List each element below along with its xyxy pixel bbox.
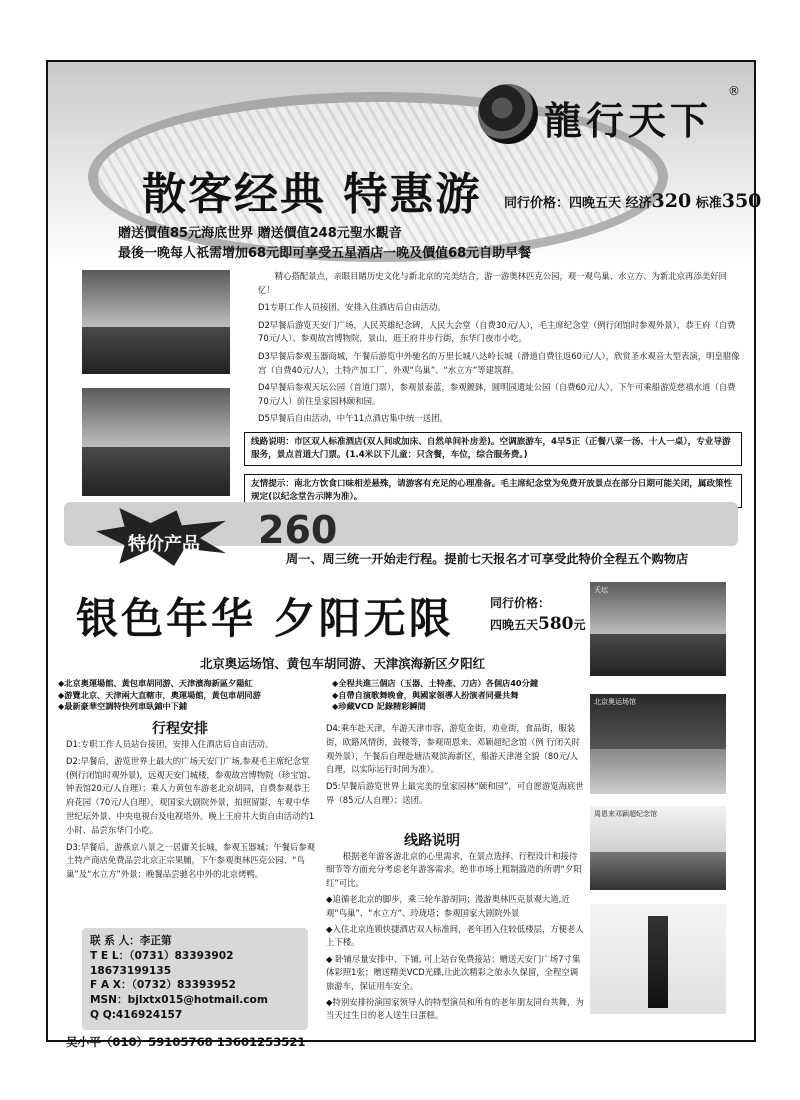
olympic-venue-photo [590,694,726,794]
memorial-hall-photo [590,806,726,890]
photo-caption: 天坛 [594,586,608,594]
route-description [326,850,584,1026]
promo-line-2: 最後一晚每人祇需增加68元即可享受五星酒店一晚及價值68元自助早餐 [118,246,532,261]
contact-person: 联 系 人：李正第 [90,935,172,947]
price-standard: 350 [721,190,762,212]
tour1-day: D5早餐后自由活动，中午11点酒店集中统一送团。 [258,413,448,424]
tour2-route: 北京奥运场馆、黄包车胡同游、天津滨海新区夕阳红 [200,656,485,671]
special-badge-text: 特价产品 [128,534,200,555]
contact-fax: F A X：（0732）83393952 [90,979,236,992]
yuanmingyuan-ruins-photo [82,388,230,496]
photo-caption: 北京奥运场馆 [594,698,636,706]
tour1-day: D4早餐后参观天坛公园（首道门票），参观景泰蓝，参观鍍鉢，圆明园遗址公园（自费60元/人），下午可乘船游览慈禧水道（自费70元/人）前往皇家园林颐和园。 [258,382,736,406]
route-paragraph: ◆ 卧铺尽量安排中、下铺, 可上站台免费接站；赠送天安门广场7寸集体彩照1张；赠送精美VCD光碟,让此次精彩之旅永久保留，全程空调旅游车，保证用车安全。 [326,953,581,991]
special-price: 260 [258,508,338,552]
contact-secondary: 吴小平（010）59105768 13601253521 [66,1035,306,1049]
tour1-description [258,270,743,430]
route-paragraph: ◆特别安排扮演国家领导人的特型演员和所有的老年朋友同台共舞，为当天过生日的老人送生日蛋糕。 [326,997,584,1021]
bullet-item: ◆全程共進三個店（玉器、土特產、刀店）各個店40分鐘 [332,678,539,688]
photo-caption: 周恩来邓颖超纪念馆 [594,810,657,818]
temple-of-heaven-corridor-photo [82,270,230,374]
tour2-price-unit: 元 [573,618,586,632]
bullet-item: ◆珍藏VCD 記錄精彩瞬間 [332,701,426,712]
tour2-title: 银色年华 夕阳无限 [76,594,454,643]
temple-of-heaven-photo [590,582,726,676]
registered-mark: ® [728,84,740,98]
tour1-day: D1专职工作人员接团，安排入住酒店后自由活动。 [258,302,446,313]
tour2-price-value: 580 [538,614,574,634]
tour1-day: D3早餐后参观玉器商城，午餐后游览中外驰名的万里长城八达岭长城（滑道自费往返60元/人），欣赏圣水观音大型表演，明皇腊像宫（自费40元/人），土特产加工厂，外观“鸟巢”、“水立方”等建筑群。 [258,350,740,375]
tour2-price [490,614,586,634]
price-economy: 320 [651,190,692,212]
bullet-item: ◆游覽北京、天津兩大直轄市，奧運場館，黃包車胡同游 [58,689,261,700]
tour2-price-label: 同行价格： [490,596,551,610]
contact-qq: Q Q:416924157 [90,1008,183,1021]
tour1-title: 散客经典 特惠游 [142,169,482,220]
tour1-price [504,190,761,212]
itinerary-day: D4:乘车赴天津，车游天津市容，游览金街，劝业街，食品街，服装街，欧路风情街，鼓楼等，参观周恩来、邓颖超纪念馆（例 行闭关时观外景），午餐后自理赴塘沽观滨海新区，船游天津港全貌（80元/人自理，以实际运行时间为准）。 [326,723,580,775]
logo-text: 龍行天下 [544,98,713,143]
bullet-item: ◆最新豪華空調特快列車臥鋪中下鋪 [58,701,188,712]
itinerary-title: 行程安排 [152,721,208,737]
route-paragraph: ◆追循老北京的脚步，乘三轮车游胡同；漫游奥林匹克景观大道,近观“鸟巢”、“水立方”、玲珑塔；参观国家大剧院外景 [326,894,570,918]
tour1-day: D2早餐后游览天安门广场，人民英雄纪念碑，人民大会堂（自费30元/人），毛主席纪念堂（例行闭馆时参观外景），恭王府（自费70元/人）。参观故宫博物院，景山，逛王府井步行街，东华门夜市小吃。 [258,319,736,344]
price-label: 同行价格：四晚五天 经济 [504,196,652,211]
contact-tel: T E L：（0731）83393902 18673199135 [90,949,234,977]
bullet-item: ◆北京奥運場館、黃包車胡同游、天津濱海新區夕陽紅 [58,678,253,688]
friendly-note-box: 友情提示：南北方饮食口味相差悬殊，请游客有充足的心理准备。毛主席纪念堂为免费开放景点在部分日期可能关闭，属政策性规定(以纪念堂告示牌为准）。 [244,474,742,508]
advertisement-page [46,60,762,1049]
itinerary-day: D5:早餐后游览世界上最完美的皇家园林“颐和园”，可自愿游览海底世界（85元/人自理）；送团。 [326,781,584,805]
tour2-bullets-right [332,678,592,713]
pagoda-photo [590,904,726,1014]
brand-logo [478,84,748,144]
route-title: 线路说明 [404,833,460,849]
itinerary-right [326,722,584,811]
route-paragraph: 根据老年游客游北京的心里需求，在景点选择、行程设计和接待细节等方面充分考虑老年游客需求，绝非市场上粗制滥造的所谓“夕阳红”可比。 [326,851,582,888]
itinerary-day: D3:早餐后，游燕京八景之一居庸关长城，参观玉器城；午餐后参观土特产商店免费品尝北京正宗果脯，下午参观奥林匹克公园、“鸟巢”及“水立方”外景；晚餐品尝驰名中外的北京烤鸭。 [66,841,316,880]
tour1-intro: 精心搭配景点，亲眼目睹历史文化与新北京的完美结合，游一游奥林匹克公园，观一观鸟巢、水立方、为新北京再添美好回忆！ [258,271,728,295]
tour2-bullets-left [58,678,328,713]
route-note-box: 线路说明：市区双人标准酒店(双人间或加床、自然单间补房差)。空调旅游车，4早5正（正餐八菜一汤、十人一桌），专业导游服务，景点首道大门票。(1.4米以下儿童：只含餐，车位，综合服务费。) [244,432,742,466]
contact-box [82,928,308,1030]
tour2-price-days: 四晚五天 [490,618,539,632]
dragon-icon [478,84,538,144]
promo-line-1: 贈送價值85元海底世界 贈送價值248元聖水觀音 [118,226,402,241]
bullet-item: ◆自帶自演歌舞晚會，與國家領導人扮演者同臺共舞 [332,689,519,700]
itinerary-left [66,738,316,885]
itinerary-day: D1:专职工作人员站台接团，安排入住酒店后自由活动。 [66,739,274,749]
route-paragraph: ◆入住北京连锁快捷酒店双人标准间，老年团入住较低楼层，方便老人上下楼。 [326,924,584,948]
contact-msn: MSN：bjlxtx015@hotmail.com [90,994,268,1007]
special-note: 周一、周三统一开始走行程。提前七天报名才可享受此特价全程五个购物店 [286,552,689,566]
price-standard-label: 标准 [691,196,722,211]
itinerary-day: D2:早餐后，游览世界上最大的广场天安门广场,参观毛主席纪念堂(例行闭馆时观外景)，远观天安门城楼，参观故宫博物院（珍宝馆、钟表馆20元/人自理）；乘人力黄包车游老北京胡同，自费参观恭王府花园（70元/人自理），观国家大剧院外景，拍照留影，车观中华世纪坛外景、中央电视台及电视塔外。晚上王府井大街自由活动约1小时、品尝东华门小吃。 [66,755,316,835]
